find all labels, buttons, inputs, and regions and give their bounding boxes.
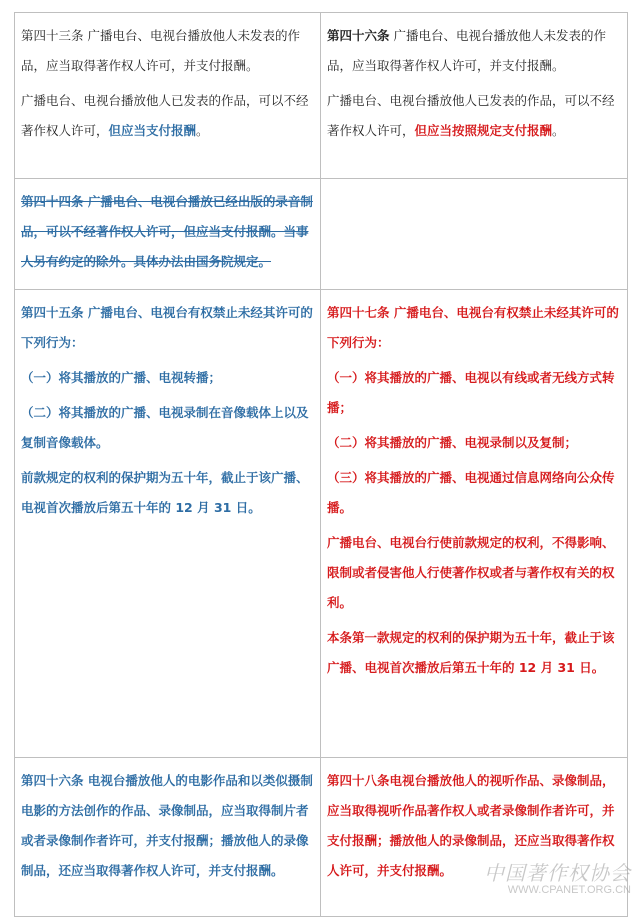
paragraph: （二）将其播放的广播、电视录制以及复制；	[327, 435, 578, 450]
paragraph-text: 。	[552, 123, 565, 138]
article-label: 第四十三条	[21, 28, 84, 43]
empty-cell	[321, 179, 628, 290]
paragraph	[327, 21, 621, 81]
highlight-text: 但应当支付报酬	[108, 123, 197, 138]
paragraph: 第四十五条 广播电台、电视台有权禁止未经其许可的下列行为：	[21, 305, 313, 350]
paragraph: 第四十六条 电视台播放他人的电影作品和以类似摄制电影的方法创作的作品、录像制品，应当取得制片者或者录像制作者许可，并支付报酬；播放他人的录像制品，还应当取得著作权人许可，并支付报酬。	[21, 773, 313, 878]
paragraph-text: 广播电台、电视台播放他人未发表的作品，应当取得著作权人许可，并支付报酬。	[327, 28, 606, 73]
paragraph-text: 广播电台、电视台播放他人未发表的作品，应当取得著作权人许可，并支付报酬。	[21, 28, 300, 73]
watermark-title: 中国著作权协会	[484, 861, 631, 885]
comparison-table	[14, 12, 628, 917]
paragraph	[327, 86, 621, 146]
paragraph: 前款规定的权利的保护期为五十年，截止于该广播、电视首次播放后第五十年的 12 月 31 日。	[21, 470, 309, 515]
old-article-cell	[15, 758, 321, 917]
table-row	[15, 290, 628, 758]
table-row	[15, 758, 628, 917]
deleted-paragraph: 第四十四条 广播电台、电视台播放已经出版的录音制品，可以不经著作权人许可，但应当支付报酬。当事人另有约定的除外。具体办法由国务院规定。	[21, 194, 313, 269]
paragraph-text: 。	[196, 123, 209, 138]
old-article-cell	[15, 13, 321, 179]
new-article-cell	[321, 13, 628, 179]
paragraph: 本条第一款规定的权利的保护期为五十年，截止于该广播、电视首次播放后第五十年的 12 月 31 日。	[327, 630, 615, 675]
paragraph-text: 广播电台、电视台播放他人已发表的作品，可以不经著作权人许可，	[21, 93, 309, 138]
new-article-cell	[321, 290, 628, 758]
table-row	[15, 179, 628, 290]
watermark-url: WWW.CPANET.ORG.CN	[507, 884, 631, 896]
paragraph: （一）将其播放的广播、电视以有线或者无线方式转播；	[327, 370, 615, 415]
paragraph	[21, 21, 314, 81]
table-row	[15, 13, 628, 179]
paragraph	[21, 86, 314, 146]
highlight-text: 但应当按照规定支付报酬	[414, 123, 553, 138]
comparison-page	[14, 12, 627, 880]
old-article-cell	[15, 290, 321, 758]
new-article-cell	[321, 758, 628, 917]
paragraph: （二）将其播放的广播、电视录制在音像载体上以及复制音像载体。	[21, 405, 309, 450]
paragraph: （一）将其播放的广播、电视转播；	[21, 370, 222, 385]
article-label: 第四十六条	[327, 28, 390, 43]
paragraph: 广播电台、电视台行使前款规定的权利，不得影响、限制或者侵害他人行使著作权或者与著作权有关的权利。	[327, 535, 615, 610]
paragraph: 第四十八条电视台播放他人的视听作品、录像制品，应当取得视听作品著作权人或者录像制作者许可，并支付报酬；播放他人的录像制品，还应当取得著作权人许可，并支付报酬。	[327, 773, 615, 878]
paragraph: （三）将其播放的广播、电视通过信息网络向公众传播。	[327, 470, 615, 515]
paragraph-text: 广播电台、电视台播放他人已发表的作品，可以不经著作权人许可，	[327, 93, 615, 138]
paragraph: 第四十七条 广播电台、电视台有权禁止未经其许可的下列行为：	[327, 305, 619, 350]
old-article-cell	[15, 179, 321, 290]
